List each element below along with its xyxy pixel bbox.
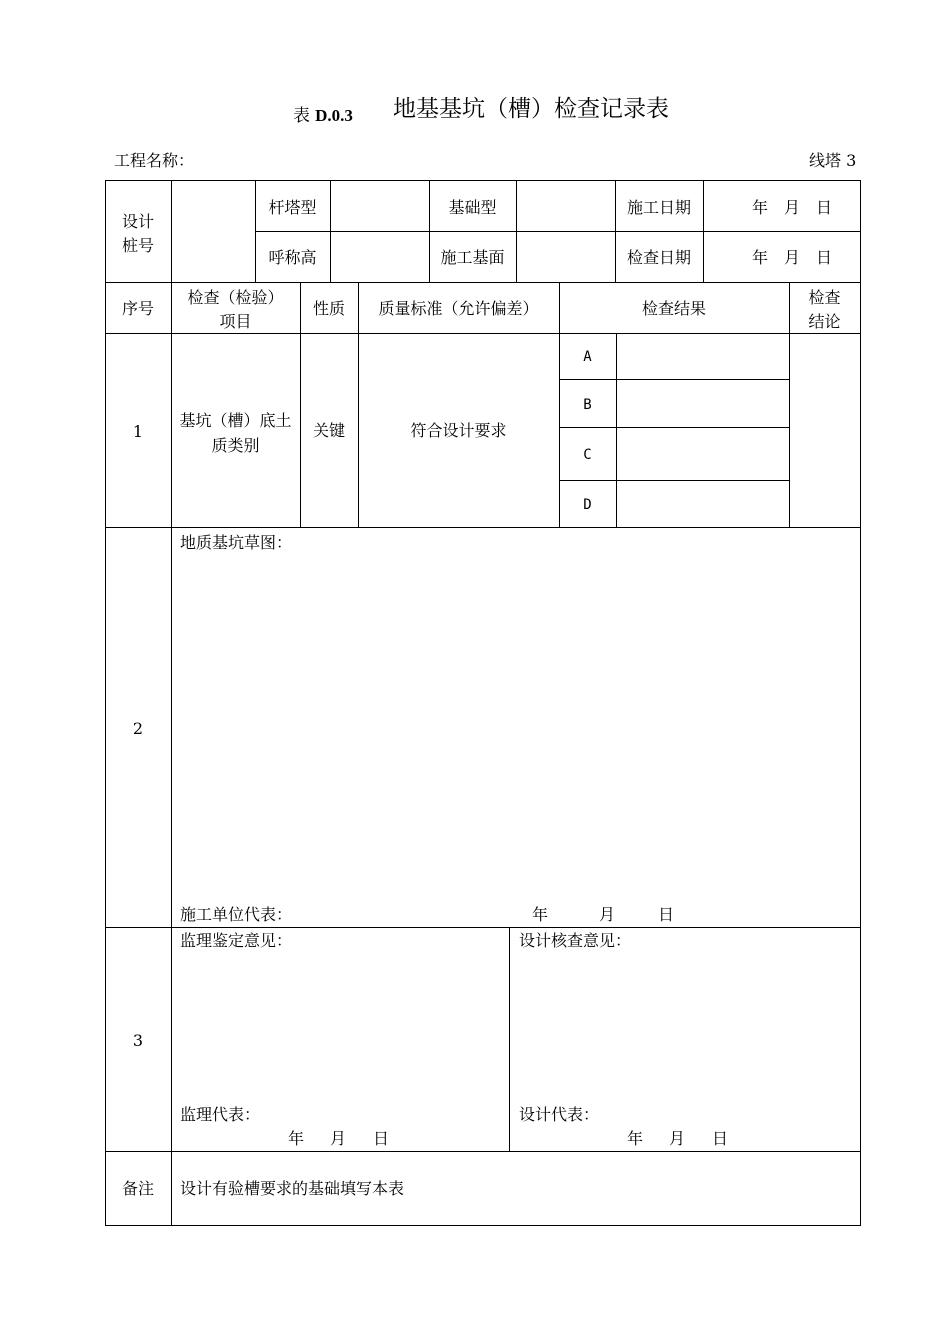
grid-line	[105, 527, 861, 528]
design-date-year: 年	[627, 1129, 644, 1148]
column-header-conclusion: 检查 结论	[808, 288, 841, 331]
grid-line	[559, 379, 789, 380]
remark-label: 备注	[121, 1179, 154, 1198]
call-height-label: 呼称高	[268, 248, 317, 267]
row2-date-year: 年	[532, 905, 549, 924]
point-a-label: A	[583, 349, 592, 365]
grid-line	[516, 180, 517, 282]
table-number-prefix: 表	[293, 106, 310, 126]
grid-line	[105, 1151, 861, 1152]
grid-line	[330, 180, 331, 282]
sketch-label: 地质基坑草图：	[180, 533, 293, 552]
row3-seq: 3	[132, 1031, 144, 1050]
foundation-type-label: 基础型	[448, 198, 497, 217]
construction-date-label: 施工日期	[626, 198, 691, 217]
row2-date-day: 日	[658, 905, 675, 924]
supervision-rep-label: 监理代表：	[180, 1105, 261, 1124]
grid-line	[559, 480, 789, 481]
design-pile-label: 设计 桩号	[121, 212, 154, 255]
column-header-standard: 质量标准（允许偏差）	[378, 299, 539, 318]
row1-item: 基坑（槽）底土 质类别	[179, 411, 292, 455]
remark-text: 设计有验槽要求的基础填写本表	[180, 1179, 405, 1198]
tower-type-label: 杆塔型	[268, 198, 317, 217]
grid-line	[509, 927, 510, 1151]
contractor-rep-label: 施工单位代表：	[180, 905, 293, 924]
grid-line	[105, 180, 106, 1225]
supervision-date-year: 年	[288, 1129, 305, 1148]
column-header-nature: 性质	[312, 299, 345, 318]
column-header-seq: 序号	[121, 299, 154, 318]
grid-line	[105, 282, 861, 283]
row1-standard: 符合设计要求	[410, 421, 507, 440]
design-date-day: 日	[712, 1129, 729, 1148]
column-header-result: 检查结果	[641, 299, 706, 318]
supervision-date-day: 日	[373, 1129, 390, 1148]
point-b-label: B	[583, 397, 592, 413]
construction-base-label: 施工基面	[440, 248, 505, 267]
row1-nature: 关键	[312, 421, 345, 440]
design-rep-label: 设计代表：	[519, 1105, 600, 1124]
column-header-item: 检查（检验） 项目	[187, 288, 284, 331]
row2-date-month: 月	[599, 905, 616, 924]
inspection-date-label: 检查日期	[626, 248, 691, 267]
supervision-opinion-label: 监理鉴定意见：	[180, 931, 293, 950]
design-date-month: 月	[669, 1129, 686, 1148]
grid-line	[703, 180, 704, 282]
project-name-label: 工程名称：	[114, 151, 195, 170]
inspection-date-value: 年 月 日	[752, 248, 833, 267]
grid-line	[105, 1225, 861, 1226]
grid-line	[860, 180, 861, 1225]
point-c-label: C	[583, 447, 592, 463]
line-tower-label: 线塔 3	[809, 151, 857, 170]
construction-date-value: 年 月 日	[752, 198, 833, 217]
point-d-label: D	[583, 497, 592, 513]
grid-line	[105, 927, 861, 928]
row2-seq: 2	[132, 719, 144, 738]
table-number	[293, 106, 353, 126]
design-opinion-label: 设计核查意见：	[519, 931, 632, 950]
grid-line	[559, 427, 789, 428]
grid-line	[105, 180, 861, 181]
grid-line	[616, 333, 617, 527]
page-title: 地基基坑（槽）检查记录表	[393, 96, 669, 122]
grid-line	[255, 231, 861, 232]
grid-line	[171, 180, 172, 1225]
table-number-code: D.0.3	[315, 106, 353, 125]
supervision-date-month: 月	[330, 1129, 347, 1148]
row1-seq: 1	[132, 422, 144, 441]
